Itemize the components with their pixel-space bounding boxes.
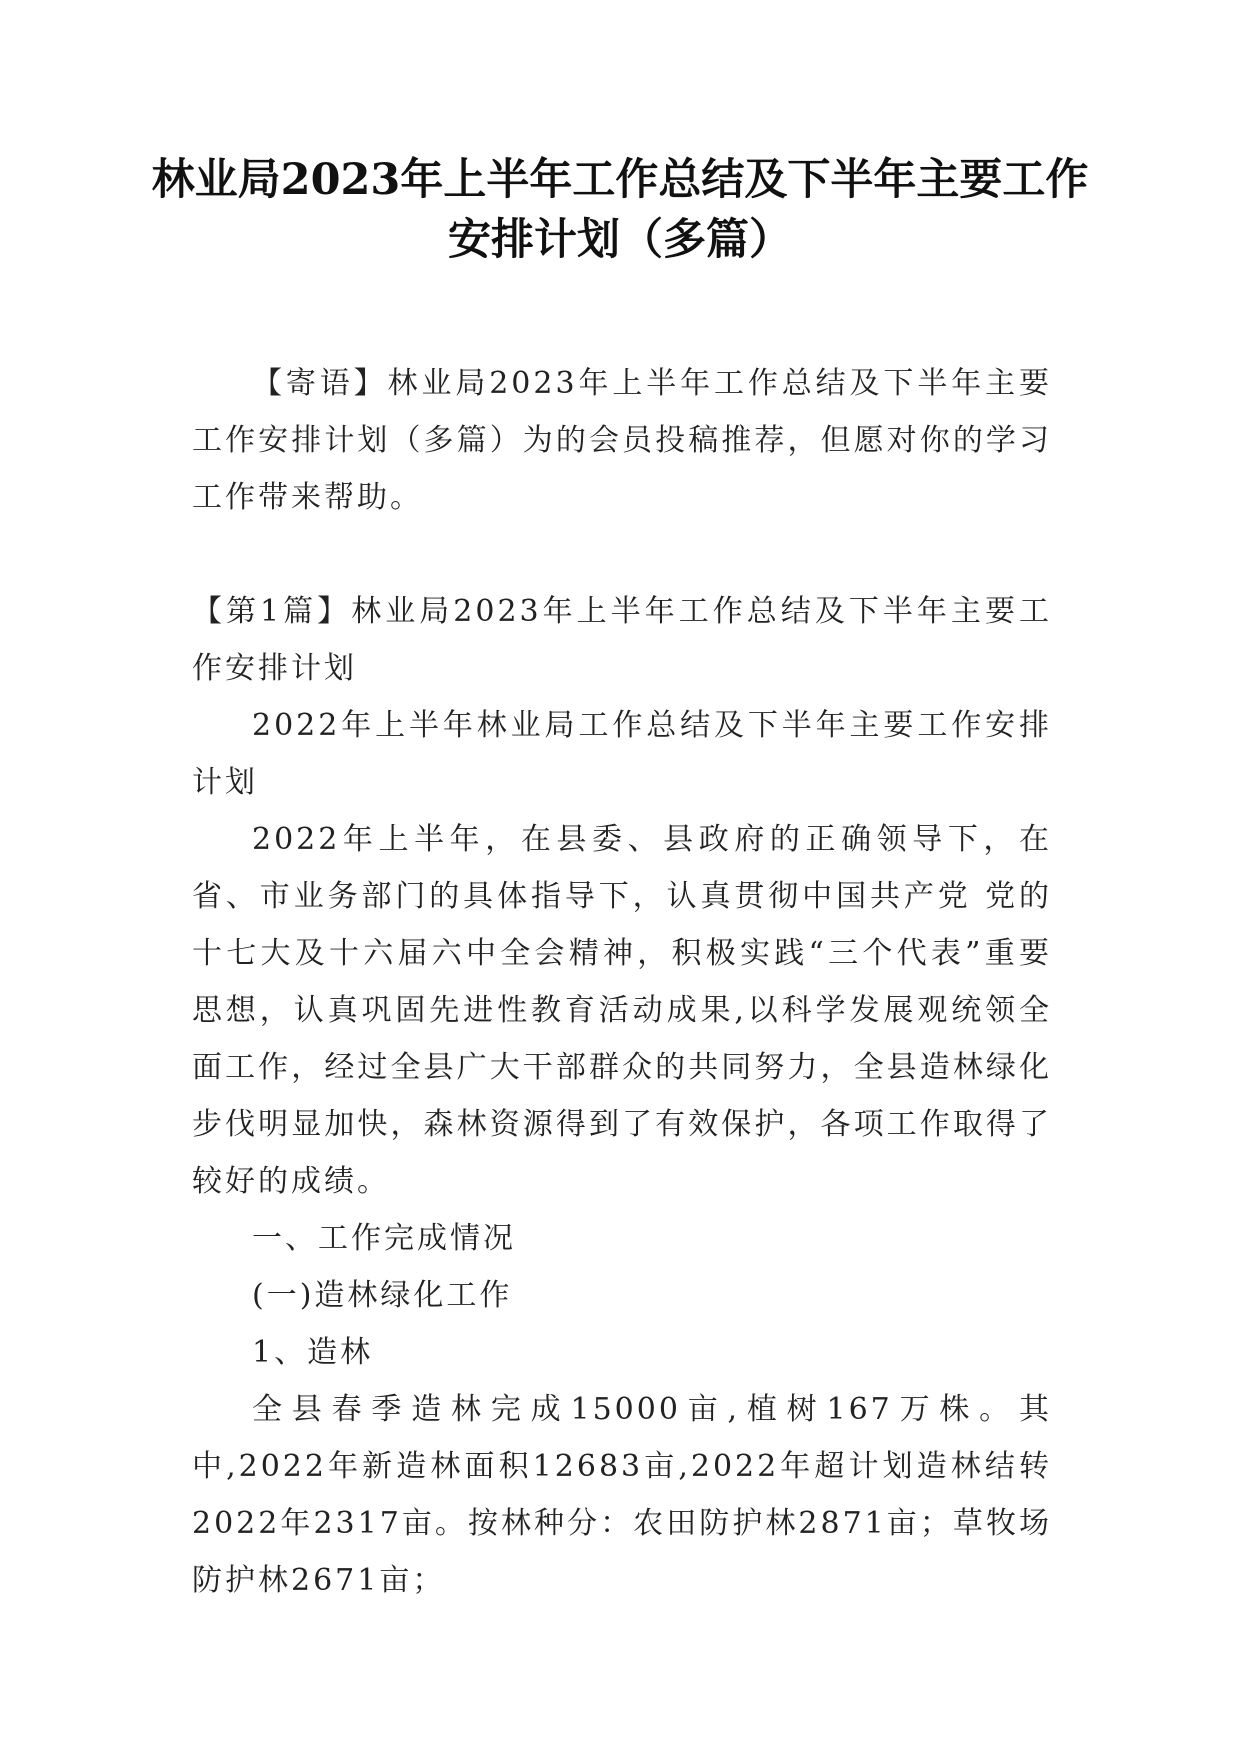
foreword-paragraph: 【寄语】林业局2023年上半年工作总结及下半年主要工作安排计划（多篇）为的会员投稿推荐，但愿对你的学习工作带来帮助。 [192,366,1052,515]
heading-level-1: 一、工作完成情况 [252,1221,516,1256]
document-body [192,355,1052,1609]
section-heading: 【第1篇】林业局2023年上半年工作总结及下半年主要工作安排计划 [192,594,1052,686]
heading-level-2: (一)造林绿化工作 [252,1278,513,1313]
report-subtitle: 2022年上半年林业局工作总结及下半年主要工作安排计划 [192,708,1052,800]
document-title: 林业局2023年上半年工作总结及下半年主要工作安排计划（多篇） [151,155,1089,265]
heading-level-3: 1、造林 [252,1335,374,1370]
intro-paragraph: 2022年上半年，在县委、县政府的正确领导下，在省、市业务部门的具体指导下，认真贯彻中国共产党 党的十七大及十六届六中全会精神，积极实践“三个代表”重要思想，认真巩固先进性教育活动成果,以科学发展观统领全面工作，经过全县广大干部群众的共同努力，全县造林绿化步伐明显加快，森林资源得到了有效保护，各项工作取得了较好的成绩。 [192,822,1052,1199]
afforestation-paragraph: 全县春季造林完成15000亩,植树167万株。其中,2022年新造林面积12683亩,2022年超计划造林结转2022年2317亩。按林种分：农田防护林2871亩；草牧场防护林2671亩； [192,1392,1052,1598]
